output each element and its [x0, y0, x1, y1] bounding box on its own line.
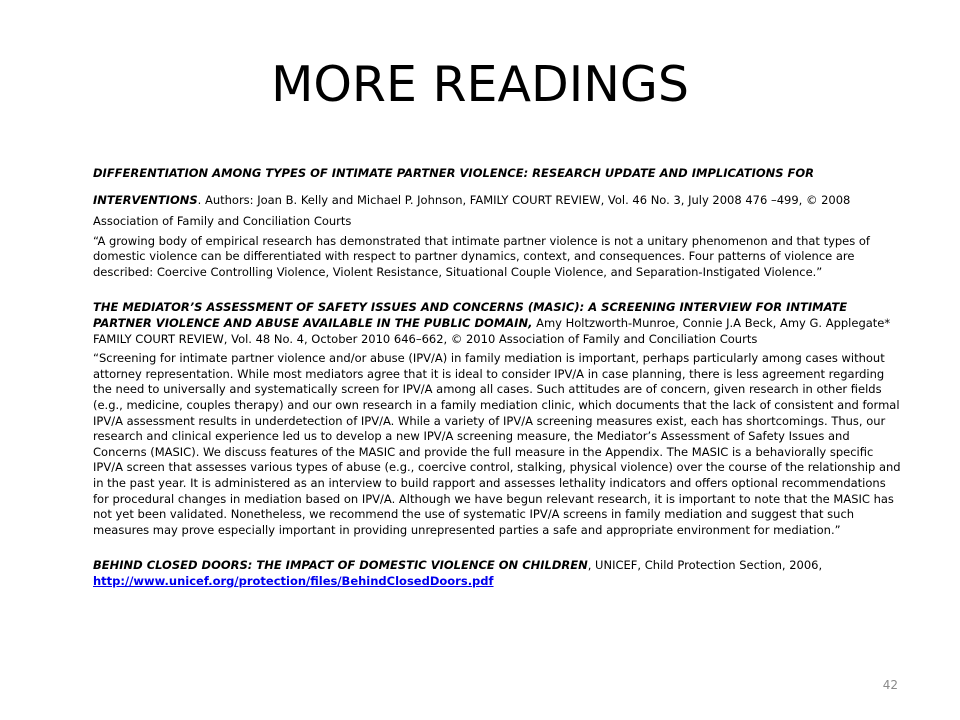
unicef-report-link[interactable]: http://www.unicef.org/protection/files/BehindClosedDoors.pdf — [93, 573, 494, 588]
entry-spacer — [93, 538, 905, 558]
page-number: 42 — [882, 678, 898, 692]
reading-1-citation: . Authors: Joan B. Kelly and Michael P. Johnson, FAMILY COURT REVIEW, Vol. 46 No. 3, July 2008 476 –499, © 2008 Association of Family and Conciliation Courts — [93, 193, 851, 228]
reading-2-citation: Amy Holtzworth-Munroe, Connie J.A Beck, Amy G. Applegate* FAMILY COURT REVIEW, Vol. 48 No. 4, October 2010 646–662, © 2010 Association of Family and Conciliation Courts — [93, 315, 891, 346]
slide-title: MORE READINGS — [271, 56, 689, 113]
reading-entry-2 — [93, 300, 905, 347]
reading-3-heading: BEHIND CLOSED DOORS: THE IMPACT OF DOMESTIC VIOLENCE ON CHILDREN — [93, 558, 588, 573]
entry-spacer — [93, 280, 905, 300]
reading-2-quote: “Screening for intimate partner violence and/or abuse (IPV/A) in family mediation is important, perhaps particularly among cases without attorney representation. While most mediators agree that it is ideal to consider IPV/A in case planning, there is less agreement regarding the need to universally and systematically screen for IPV/A among all cases. Such attitudes are of concern, given research in other fields (e.g., medicine, couples therapy) and our own research in a family mediation clinic, which documents that the lack of consistent and formal IPV/A assessment results in underdetection of IPV/A. While a variety of IPV/A screening measures exist, each has shortcomings. Thus, our research and clinical experience led us to develop a new IPV/A screening measure, the Mediator’s Assessment of Safety Issues and Concerns (MASIC). We discuss features of the MASIC and provide the full measure in the Appendix. The MASIC is a behaviorally specific IPV/A screen that assesses various types of abuse (e.g., coercive control, stalking, physical violence) over the course of the relationship and in the past year. It is administered as an interview to build rapport and assesses lethality indicators and offers optional recommendations for procedural changes in mediation based on IPV/A. Although we have begun relevant research, it is important to note that the MASIC has not yet been validated. Nonetheless, we recommend the use of systematic IPV/A screens in family mediation and suggest that such measures may prove especially important in providing unrepresented parties a safe and appropriate environment for mediation.” — [93, 351, 901, 537]
reading-entry-1 — [93, 160, 905, 230]
reading-entry-3 — [93, 558, 905, 589]
reading-2-heading: THE MEDIATOR’S ASSESSMENT OF SAFETY ISSUES AND CONCERNS (MASIC): A SCREENING INTERVIEW FOR INTIMATE PARTNER VIOLENCE AND ABUSE AVAILABLE IN THE PUBLIC DOMAIN, — [93, 300, 848, 330]
readings-list — [93, 160, 905, 589]
reading-3-citation: , UNICEF, Child Protection Section, 2006, — [587, 558, 823, 573]
reading-1-heading: DIFFERENTIATION AMONG TYPES OF INTIMATE PARTNER VIOLENCE: RESEARCH UPDATE AND IMPLICATIONS FOR INTERVENTIONS — [93, 166, 815, 207]
reading-1-quote: “A growing body of empirical research has demonstrated that intimate partner violence is not a unitary phenomenon and that types of domestic violence can be differentiated with respect to partner dynamics, context, and consequences. Four patterns of violence are described: Coercive Controlling Violence, Violent Resistance, Situational Couple Violence, and Separation-Instigated Violence.” — [93, 233, 870, 279]
